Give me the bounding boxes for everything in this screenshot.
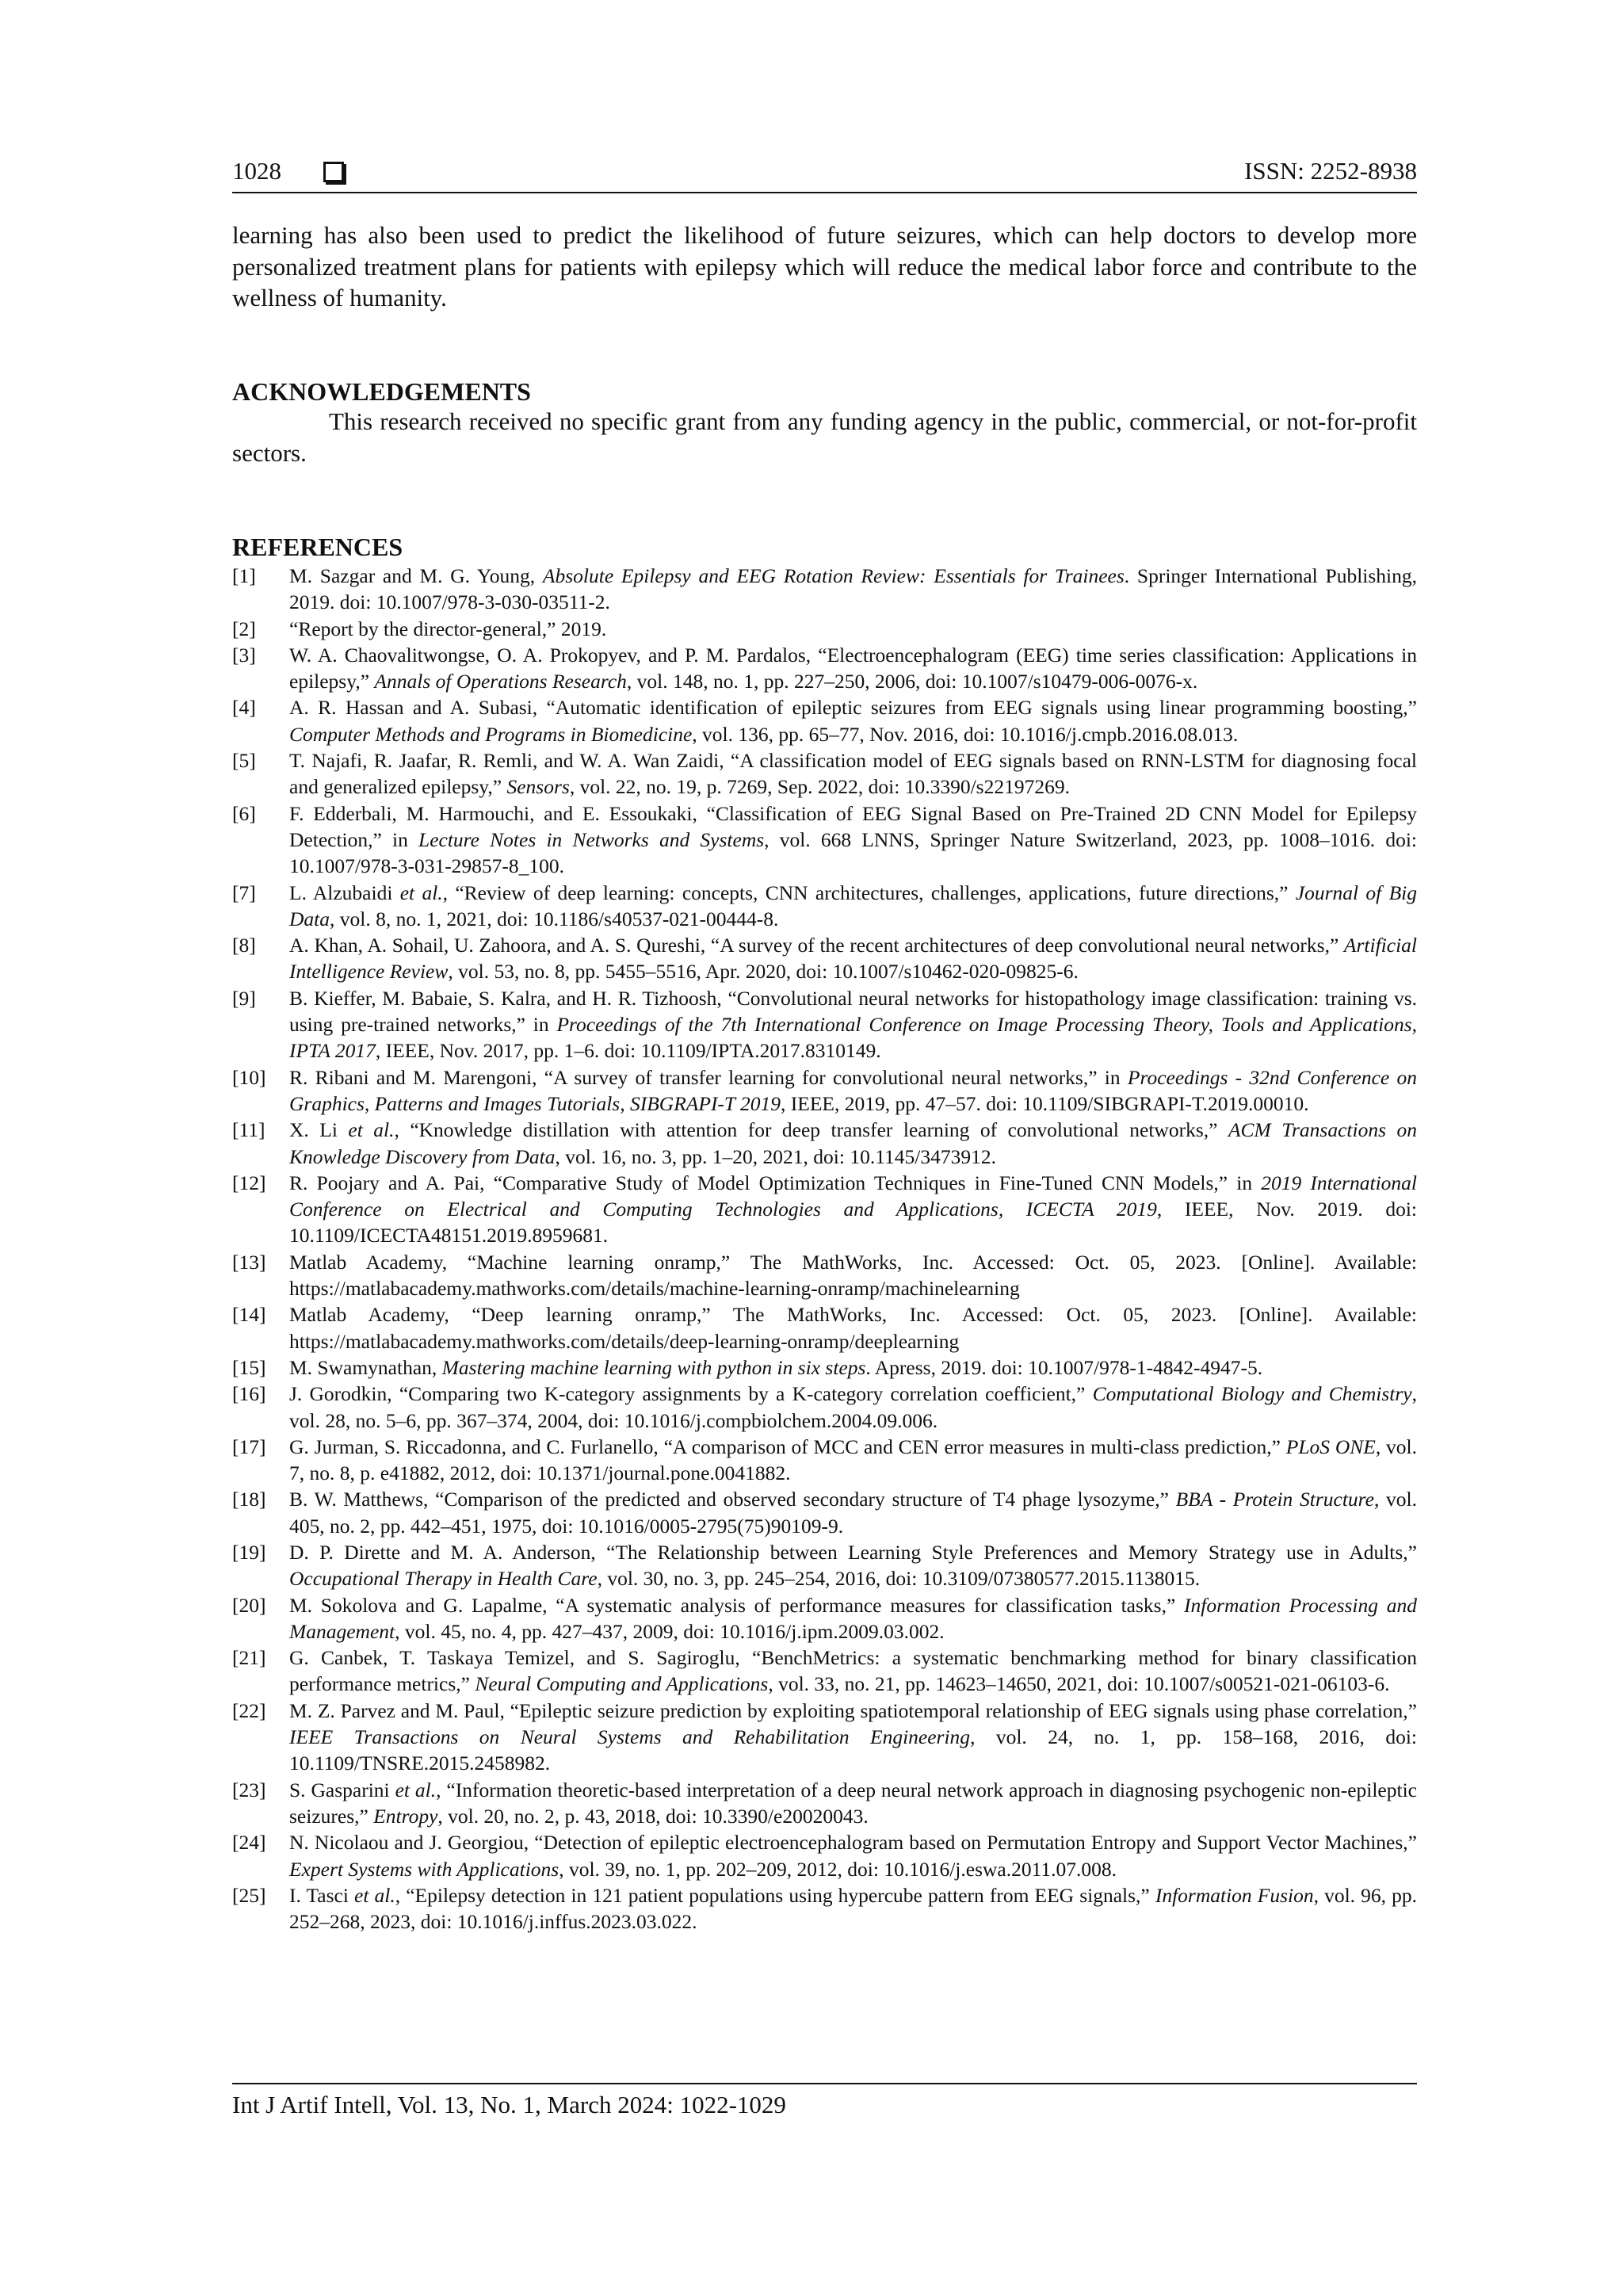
reference-text: , vol. 7, no. 8, p. e41882, 2012, doi: 10.1371/journal.pone.0041882. <box>289 1435 1418 1485</box>
reference-text: X. Li <box>289 1118 349 1142</box>
reference-italic-text: Information Processing and Management <box>289 1593 1417 1643</box>
reference-number: [20] <box>232 1593 266 1617</box>
journal-citation: Int J Artif Intell, Vol. 13, No. 1, March 2024: 1022-1029 <box>232 2091 786 2118</box>
reference-text: M. Swamynathan, <box>289 1355 442 1379</box>
reference-text: , vol. 45, no. 4, pp. 427–437, 2009, doi: 10.1016/j.ipm.2009.03.002. <box>395 1619 945 1643</box>
reference-italic-text: PLoS ONE <box>1285 1435 1376 1458</box>
reference-item <box>232 1381 1417 1434</box>
page-number: 1028 <box>232 157 281 185</box>
reference-italic-text: Annals of Operations Research <box>374 670 627 693</box>
reference-italic-text: Occupational Therapy in Health Care <box>289 1567 598 1591</box>
reference-italic-text: et al. <box>354 1883 395 1907</box>
reference-text: , vol. 668 LNNS, Springer Nature Switzerland, 2023, pp. 1008–1016. doi: 10.1007/978-3-031-29857-8_100. <box>289 827 1417 878</box>
reference-number: [16] <box>232 1382 266 1406</box>
reference-number: [4] <box>232 696 256 720</box>
reference-text: A. Khan, A. Sohail, U. Zahoora, and A. S. Qureshi, “A survey of the recent architectures of deep convolutional neural networks,” <box>289 934 1344 957</box>
reference-item <box>232 694 1417 747</box>
reference-text: W. A. Chaovalitwongse, O. A. Prokopyev, and P. M. Pardalos, “Electroencephalogram (EEG) time series classification: Applications in epilepsy,” <box>289 643 1417 693</box>
reference-number: [17] <box>232 1435 266 1458</box>
reference-text: , vol. 20, no. 2, p. 43, 2018, doi: 10.3390/e20020043. <box>437 1804 869 1828</box>
reference-italic-text: Artificial Intelligence Review <box>289 934 1417 984</box>
reference-text: A. R. Hassan and A. Subasi, “Automatic identification of epileptic seizures from EEG signals using linear programming boosting,” <box>289 696 1417 720</box>
reference-item <box>232 1064 1417 1117</box>
reference-italic-text: Information Fusion <box>1155 1883 1314 1907</box>
reference-italic-text: BBA - Protein Structure <box>1175 1488 1374 1511</box>
reference-text: G. Jurman, S. Riccadonna, and C. Furlanello, “A comparison of MCC and CEN error measures in multi-class prediction,” <box>289 1435 1286 1458</box>
reference-item <box>232 642 1417 695</box>
reference-item <box>232 1434 1417 1487</box>
reference-text: , vol. 136, pp. 65–77, Nov. 2016, doi: 10.1016/j.cmpb.2016.08.013. <box>692 722 1239 746</box>
reference-italic-text: 2019 International Conference on Electrical and Computing Technologies and Applications, ICECTA 2019 <box>289 1171 1417 1221</box>
reference-number: [10] <box>232 1065 266 1089</box>
reference-text: D. P. Dirette and M. A. Anderson, “The Relationship between Learning Style Preferences and Memory Strategy use in Adults,” <box>289 1540 1417 1564</box>
reference-text: , vol. 30, no. 3, pp. 245–254, 2016, doi: 10.3109/07380577.2015.1138015. <box>597 1567 1201 1591</box>
reference-italic-text: Proceedings of the 7th International Conference on Image Processing Theory, Tools and Applications, IPTA 2017 <box>289 1013 1417 1063</box>
reference-text: , vol. 148, no. 1, pp. 227–250, 2006, doi: 10.1007/s10479-006-0076-x. <box>626 670 1198 693</box>
reference-italic-text: IEEE Transactions on Neural Systems and Rehabilitation Engineering <box>289 1725 971 1749</box>
reference-item <box>232 747 1417 800</box>
reference-number: [19] <box>232 1540 266 1564</box>
reference-text: N. Nicolaou and J. Georgiou, “Detection of epileptic electroencephalogram based on Permutation Entropy and Support Vector Machines,” <box>289 1831 1417 1855</box>
reference-text: J. Gorodkin, “Comparing two K-category assignments by a K-category correlation coefficient,” <box>289 1382 1093 1406</box>
reference-item <box>232 1249 1417 1302</box>
reference-text: T. Najafi, R. Jaafar, R. Remli, and W. A. Wan Zaidi, “A classification model of EEG signals based on RNN-LSTM for diagnosing focal and generalized epilepsy,” <box>289 749 1417 799</box>
reference-text: B. Kieffer, M. Babaie, S. Kalra, and H. R. Tizhoosh, “Convolutional neural networks for histopathology image classification: training vs. using pre-trained networks,” in <box>289 986 1417 1037</box>
reference-list <box>232 563 1417 1935</box>
reference-italic-text: Neural Computing and Applications <box>475 1672 769 1696</box>
reference-item <box>232 800 1417 880</box>
reference-item <box>232 985 1417 1064</box>
reference-italic-text: et al. <box>395 1778 437 1801</box>
reference-number: [23] <box>232 1778 266 1801</box>
reference-italic-text: et al. <box>399 881 443 904</box>
reference-item <box>232 1117 1417 1170</box>
reference-text: . Springer International Publishing, 2019. doi: 10.1007/978-3-030-03511-2. <box>289 564 1417 614</box>
reference-italic-text: Mastering machine learning with python in six steps <box>441 1355 866 1379</box>
reference-item <box>232 1698 1417 1777</box>
reference-item <box>232 880 1417 933</box>
reference-text: M. Z. Parvez and M. Paul, “Epileptic seizure prediction by exploiting spatiotemporal relationship of EEG signals using phase correlation,” <box>289 1698 1417 1722</box>
reference-item <box>232 1645 1417 1698</box>
reference-number: [1] <box>232 564 256 587</box>
reference-number: [18] <box>232 1488 266 1511</box>
reference-number: [21] <box>232 1646 266 1670</box>
reference-text: , vol. 53, no. 8, pp. 5455–5516, Apr. 2020, doi: 10.1007/s10462-020-09825-6. <box>448 960 1079 984</box>
reference-text: , vol. 96, pp. 252–268, 2023, doi: 10.1016/j.inffus.2023.03.022. <box>289 1883 1417 1934</box>
reference-number: [22] <box>232 1698 266 1722</box>
reference-text: B. W. Matthews, “Comparison of the predicted and observed secondary structure of T4 phage lysozyme,” <box>289 1488 1176 1511</box>
reference-text: , “Information theoretic-based interpretation of a deep neural network approach in diagnosing psychogenic non-epileptic seizures,” <box>289 1778 1417 1828</box>
reference-number: [8] <box>232 934 256 957</box>
reference-text: , “Review of deep learning: concepts, CNN architectures, challenges, applications, future directions,” <box>442 881 1296 904</box>
reference-item <box>232 1486 1417 1539</box>
issn-label: ISSN: 2252-8938 <box>1244 157 1417 185</box>
reference-number: [6] <box>232 801 256 825</box>
reference-item <box>232 616 1417 642</box>
reference-item <box>232 563 1417 616</box>
reference-number: [11] <box>232 1118 265 1142</box>
reference-item <box>232 1301 1417 1354</box>
reference-italic-text: Computational Biology and Chemistry <box>1092 1382 1412 1406</box>
reference-text: , vol. 8, no. 1, 2021, doi: 10.1186/s40537-021-00444-8. <box>330 907 779 930</box>
reference-text: , vol. 33, no. 21, pp. 14623–14650, 2021, doi: 10.1007/s00521-021-06103-6. <box>768 1672 1390 1696</box>
reference-text: L. Alzubaidi <box>289 881 400 904</box>
reference-item <box>232 1592 1417 1645</box>
reference-text: G. Canbek, T. Taskaya Temizel, and S. Sagiroglu, “BenchMetrics: a systematic benchmarking method for binary classification performance metrics,” <box>289 1646 1417 1696</box>
reference-text: M. Sokolova and G. Lapalme, “A systematic analysis of performance measures for classification tasks,” <box>289 1593 1185 1617</box>
reference-text: , vol. 16, no. 3, pp. 1–20, 2021, doi: 10.1145/3473912. <box>555 1144 996 1168</box>
reference-text: , IEEE, 2019, pp. 47–57. doi: 10.1109/SIBGRAPI-T.2019.00010. <box>781 1091 1309 1115</box>
acknowledgements-heading: ACKNOWLEDGEMENTS <box>232 377 531 406</box>
reference-item <box>232 1539 1417 1592</box>
reference-number: [7] <box>232 881 256 904</box>
reference-text: R. Ribani and M. Marengoni, “A survey of transfer learning for convolutional neural networks,” in <box>289 1065 1128 1089</box>
reference-item <box>232 1354 1417 1381</box>
reference-text: , vol. 28, no. 5–6, pp. 367–374, 2004, doi: 10.1016/j.compbiolchem.2004.09.006. <box>289 1382 1418 1432</box>
reference-item <box>232 1170 1417 1249</box>
reference-text: R. Poojary and A. Pai, “Comparative Study of Model Optimization Techniques in Fine-Tuned CNN Models,” in <box>289 1171 1262 1194</box>
reference-number: [12] <box>232 1171 266 1194</box>
reference-number: [3] <box>232 643 256 667</box>
references-heading: REFERENCES <box>232 533 403 561</box>
reference-text: F. Edderbali, M. Harmouchi, and E. Essoukaki, “Classification of EEG Signal Based on Pre-Trained 2D CNN Model for Epilepsy Detection,” in <box>289 801 1417 851</box>
reference-text: , vol. 405, no. 2, pp. 442–451, 1975, doi: 10.1016/0005-2795(75)90109-9. <box>289 1488 1418 1538</box>
reference-italic-text: Lecture Notes in Networks and Systems <box>418 827 765 851</box>
reference-text: “Report by the director-general,” 2019. <box>289 617 607 640</box>
reference-text: , “Knowledge distillation with attention for deep transfer learning of convolutional networks,” <box>394 1118 1228 1142</box>
page-footer <box>232 2083 1417 2121</box>
reference-italic-text: Expert Systems with Applications <box>289 1857 559 1881</box>
reference-italic-text: Entropy <box>373 1804 438 1828</box>
reference-number: [5] <box>232 749 256 773</box>
page-header <box>232 149 1417 193</box>
reference-text: , vol. 22, no. 19, p. 7269, Sep. 2022, doi: 10.3390/s22197269. <box>569 775 1070 799</box>
reference-text: Matlab Academy, “Deep learning onramp,” The MathWorks, Inc. Accessed: Oct. 05, 2023. [Online]. Available: https://matlabacademy.mathworks.com/details/deep-learning-onramp/deeplearning <box>289 1303 1417 1353</box>
reference-text: , “Epilepsy detection in 121 patient populations using hypercube pattern from EEG signals,” <box>395 1883 1155 1907</box>
reference-item <box>232 1777 1417 1830</box>
reference-number: [25] <box>232 1883 266 1907</box>
reference-italic-text: et al. <box>348 1118 395 1142</box>
reference-italic-text: Proceedings - 32nd Conference on Graphics, Patterns and Images Tutorials, SIBGRAPI-T 2019 <box>289 1065 1417 1115</box>
reference-text: , vol. 39, no. 1, pp. 202–209, 2012, doi: 10.1016/j.eswa.2011.07.008. <box>559 1857 1117 1881</box>
acknowledgements-text: This research received no specific grant from any funding agency in the public, commercial, or not-for-profit sectors. <box>232 407 1417 467</box>
reference-italic-text: Absolute Epilepsy and EEG Rotation Review: Essentials for Trainees <box>542 564 1125 587</box>
reference-item <box>232 932 1417 985</box>
reference-number: [15] <box>232 1355 266 1379</box>
reference-item <box>232 1882 1417 1935</box>
reference-text: Matlab Academy, “Machine learning onramp,” The MathWorks, Inc. Accessed: Oct. 05, 2023. [Online]. Available: https://matlabacademy.mathworks.com/details/machine-learning-onramp/machinelearning <box>289 1250 1417 1301</box>
reference-number: [24] <box>232 1831 266 1855</box>
reference-italic-text: Journal of Big Data <box>289 881 1417 930</box>
reference-italic-text: Sensors <box>506 775 570 799</box>
reference-text: S. Gasparini <box>289 1778 395 1801</box>
checkbox-square-icon <box>323 162 344 182</box>
reference-text: , IEEE, Nov. 2019. doi: 10.1109/ICECTA48151.2019.8959681. <box>289 1198 1417 1247</box>
reference-number: [2] <box>232 617 256 640</box>
reference-text: , IEEE, Nov. 2017, pp. 1–6. doi: 10.1109/IPTA.2017.8310149. <box>375 1039 881 1063</box>
reference-text: . Apress, 2019. doi: 10.1007/978-1-4842-4947-5. <box>865 1355 1263 1379</box>
reference-number: [9] <box>232 986 256 1010</box>
reference-item <box>232 1829 1417 1882</box>
reference-text: M. Sazgar and M. G. Young, <box>289 564 543 587</box>
reference-italic-text: ACM Transactions on Knowledge Discovery from Data <box>289 1118 1417 1168</box>
body-paragraph: learning has also been used to predict the likelihood of future seizures, which can help doctors to develop more personalized treatment plans for patients with epilepsy which will reduce the medical labor force and contribute to the wellness of humanity. <box>232 221 1417 311</box>
reference-number: [13] <box>232 1250 266 1274</box>
reference-italic-text: Computer Methods and Programs in Biomedicine <box>289 722 693 746</box>
reference-text: , vol. 24, no. 1, pp. 158–168, 2016, doi: 10.1109/TNSRE.2015.2458982. <box>289 1725 1417 1775</box>
reference-number: [14] <box>232 1303 266 1327</box>
reference-text: I. Tasci <box>289 1883 355 1907</box>
